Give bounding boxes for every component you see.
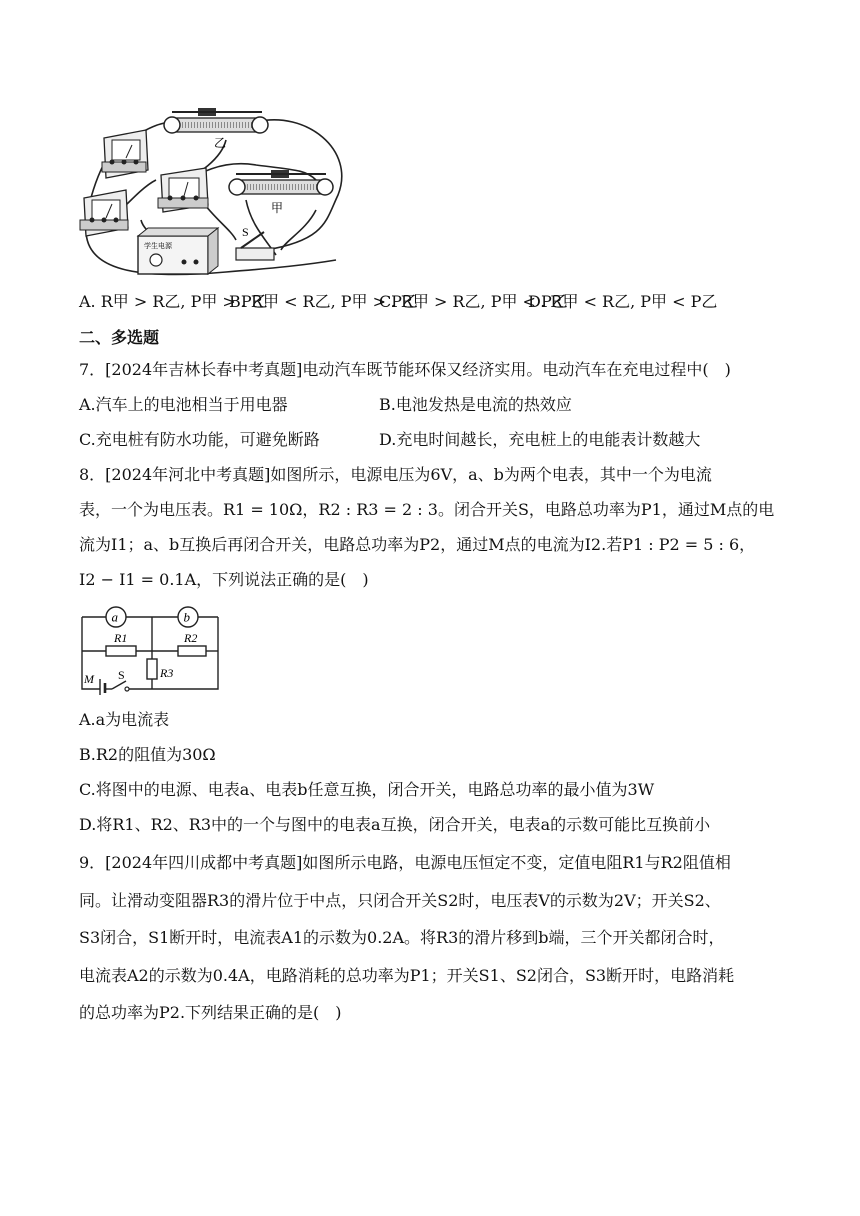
- q8-option-b[interactable]: B.R2的阻值为30Ω: [79, 745, 216, 764]
- q8-stem-line-3: 流为I1；a、b互换后再闭合开关，电路总功率为P2，通过M点的电流为I2.若P1 : P2 = 5 : 6，: [79, 535, 756, 554]
- q7-stem: 7．[2024年吉林长春中考真题]电动汽车既节能环保又经济实用。电动汽车在充电过程中( ): [79, 360, 731, 379]
- resistor-r3: [147, 659, 157, 679]
- switch-s-label: S: [118, 668, 125, 682]
- power-supply-label: 学生电源: [144, 242, 172, 250]
- q8-circuit-diagram: [76, 603, 224, 695]
- resistor-r2: [178, 646, 206, 656]
- q8-stem-line-1: 8．[2024年河北中考真题]如图所示，电源电压为6V，a、b为两个电表，其中一个为电流: [79, 465, 712, 484]
- meter-a-label: a: [111, 609, 118, 625]
- q7-option-a[interactable]: A.汽车上的电池相当于用电器: [79, 395, 288, 414]
- meter-b-label: b: [183, 609, 190, 625]
- q9-stem-line-1: 9．[2024年四川成都中考真题]如图所示电路，电源电压恒定不变，定值电阻R1与R2阻值相: [79, 853, 731, 872]
- switch-label: S: [242, 225, 249, 239]
- voltmeter-icon: [158, 168, 208, 212]
- rheostat-yi-label: 乙: [214, 136, 227, 150]
- rheostat-jia-label: 甲: [271, 201, 284, 215]
- q6-option-b[interactable]: B. R甲 < R乙, P甲 > P乙: [229, 292, 418, 311]
- rheostat-yi-icon: [164, 108, 268, 133]
- q8-option-c[interactable]: C.将图中的电源、电表a、电表b任意互换，闭合开关，电路总功率的最小值为3W: [79, 780, 655, 799]
- resistor-r1-label: R1: [114, 631, 128, 645]
- section-title: 二、多选题: [79, 328, 160, 347]
- q6-apparatus-figure: [76, 100, 356, 282]
- q9-stem-line-5: 的总功率为P2.下列结果正确的是( ): [79, 1003, 342, 1022]
- resistor-r3-label: R3: [160, 666, 174, 680]
- q6-option-a[interactable]: A. R甲 > R乙, P甲 > P乙: [79, 292, 268, 311]
- q9-stem-line-4: 电流表A2的示数为0.4A，电路消耗的总功率为P1；开关S1、S2闭合，S3断开时，电路消耗: [79, 966, 735, 985]
- q7-option-d[interactable]: D.充电时间越长，充电桩上的电能表计数越大: [379, 430, 701, 449]
- q9-stem-line-3: S3闭合，S1断开时，电流表A1的示数为0.2A。将R3的滑片移到b端，三个开关都闭合时，: [79, 928, 725, 947]
- battery-icon: [100, 679, 112, 695]
- q8-option-a[interactable]: A.a为电流表: [79, 710, 170, 729]
- q8-option-d[interactable]: D.将R1、R2、R3中的一个与图中的电表a互换，闭合开关，电表a的示数可能比互换前小: [79, 815, 711, 834]
- q7-option-c[interactable]: C.充电桩有防水功能，可避免断路: [79, 430, 320, 449]
- q9-stem-line-2: 同。让滑动变阻器R3的滑片位于中点，只闭合开关S2时，电压表V的示数为2V；开关S2、: [79, 891, 721, 910]
- q8-stem-line-4: I2 − I1 = 0.1A，下列说法正确的是( ): [79, 570, 369, 589]
- rheostat-jia-icon: [229, 170, 333, 195]
- point-m-label: M: [84, 672, 94, 686]
- q8-stem-line-2: 表，一个为电压表。R1 = 10Ω，R2 : R3 = 2 : 3。闭合开关S，电路总功率为P1，通过M点的电: [79, 500, 775, 519]
- resistor-r2-label: R2: [184, 631, 198, 645]
- q6-option-c[interactable]: C. R甲 > R乙, P甲 < P乙: [379, 292, 568, 311]
- ammeter-top-icon: [102, 130, 148, 178]
- power-supply-icon: [138, 228, 218, 274]
- ammeter-bottom-icon: [80, 190, 128, 236]
- resistor-r1: [106, 646, 136, 656]
- q7-option-b[interactable]: B.电池发热是电流的热效应: [379, 395, 572, 414]
- switch-icon: [112, 681, 129, 691]
- q6-option-d[interactable]: D. R甲 < R乙, P甲 < P乙: [528, 292, 718, 311]
